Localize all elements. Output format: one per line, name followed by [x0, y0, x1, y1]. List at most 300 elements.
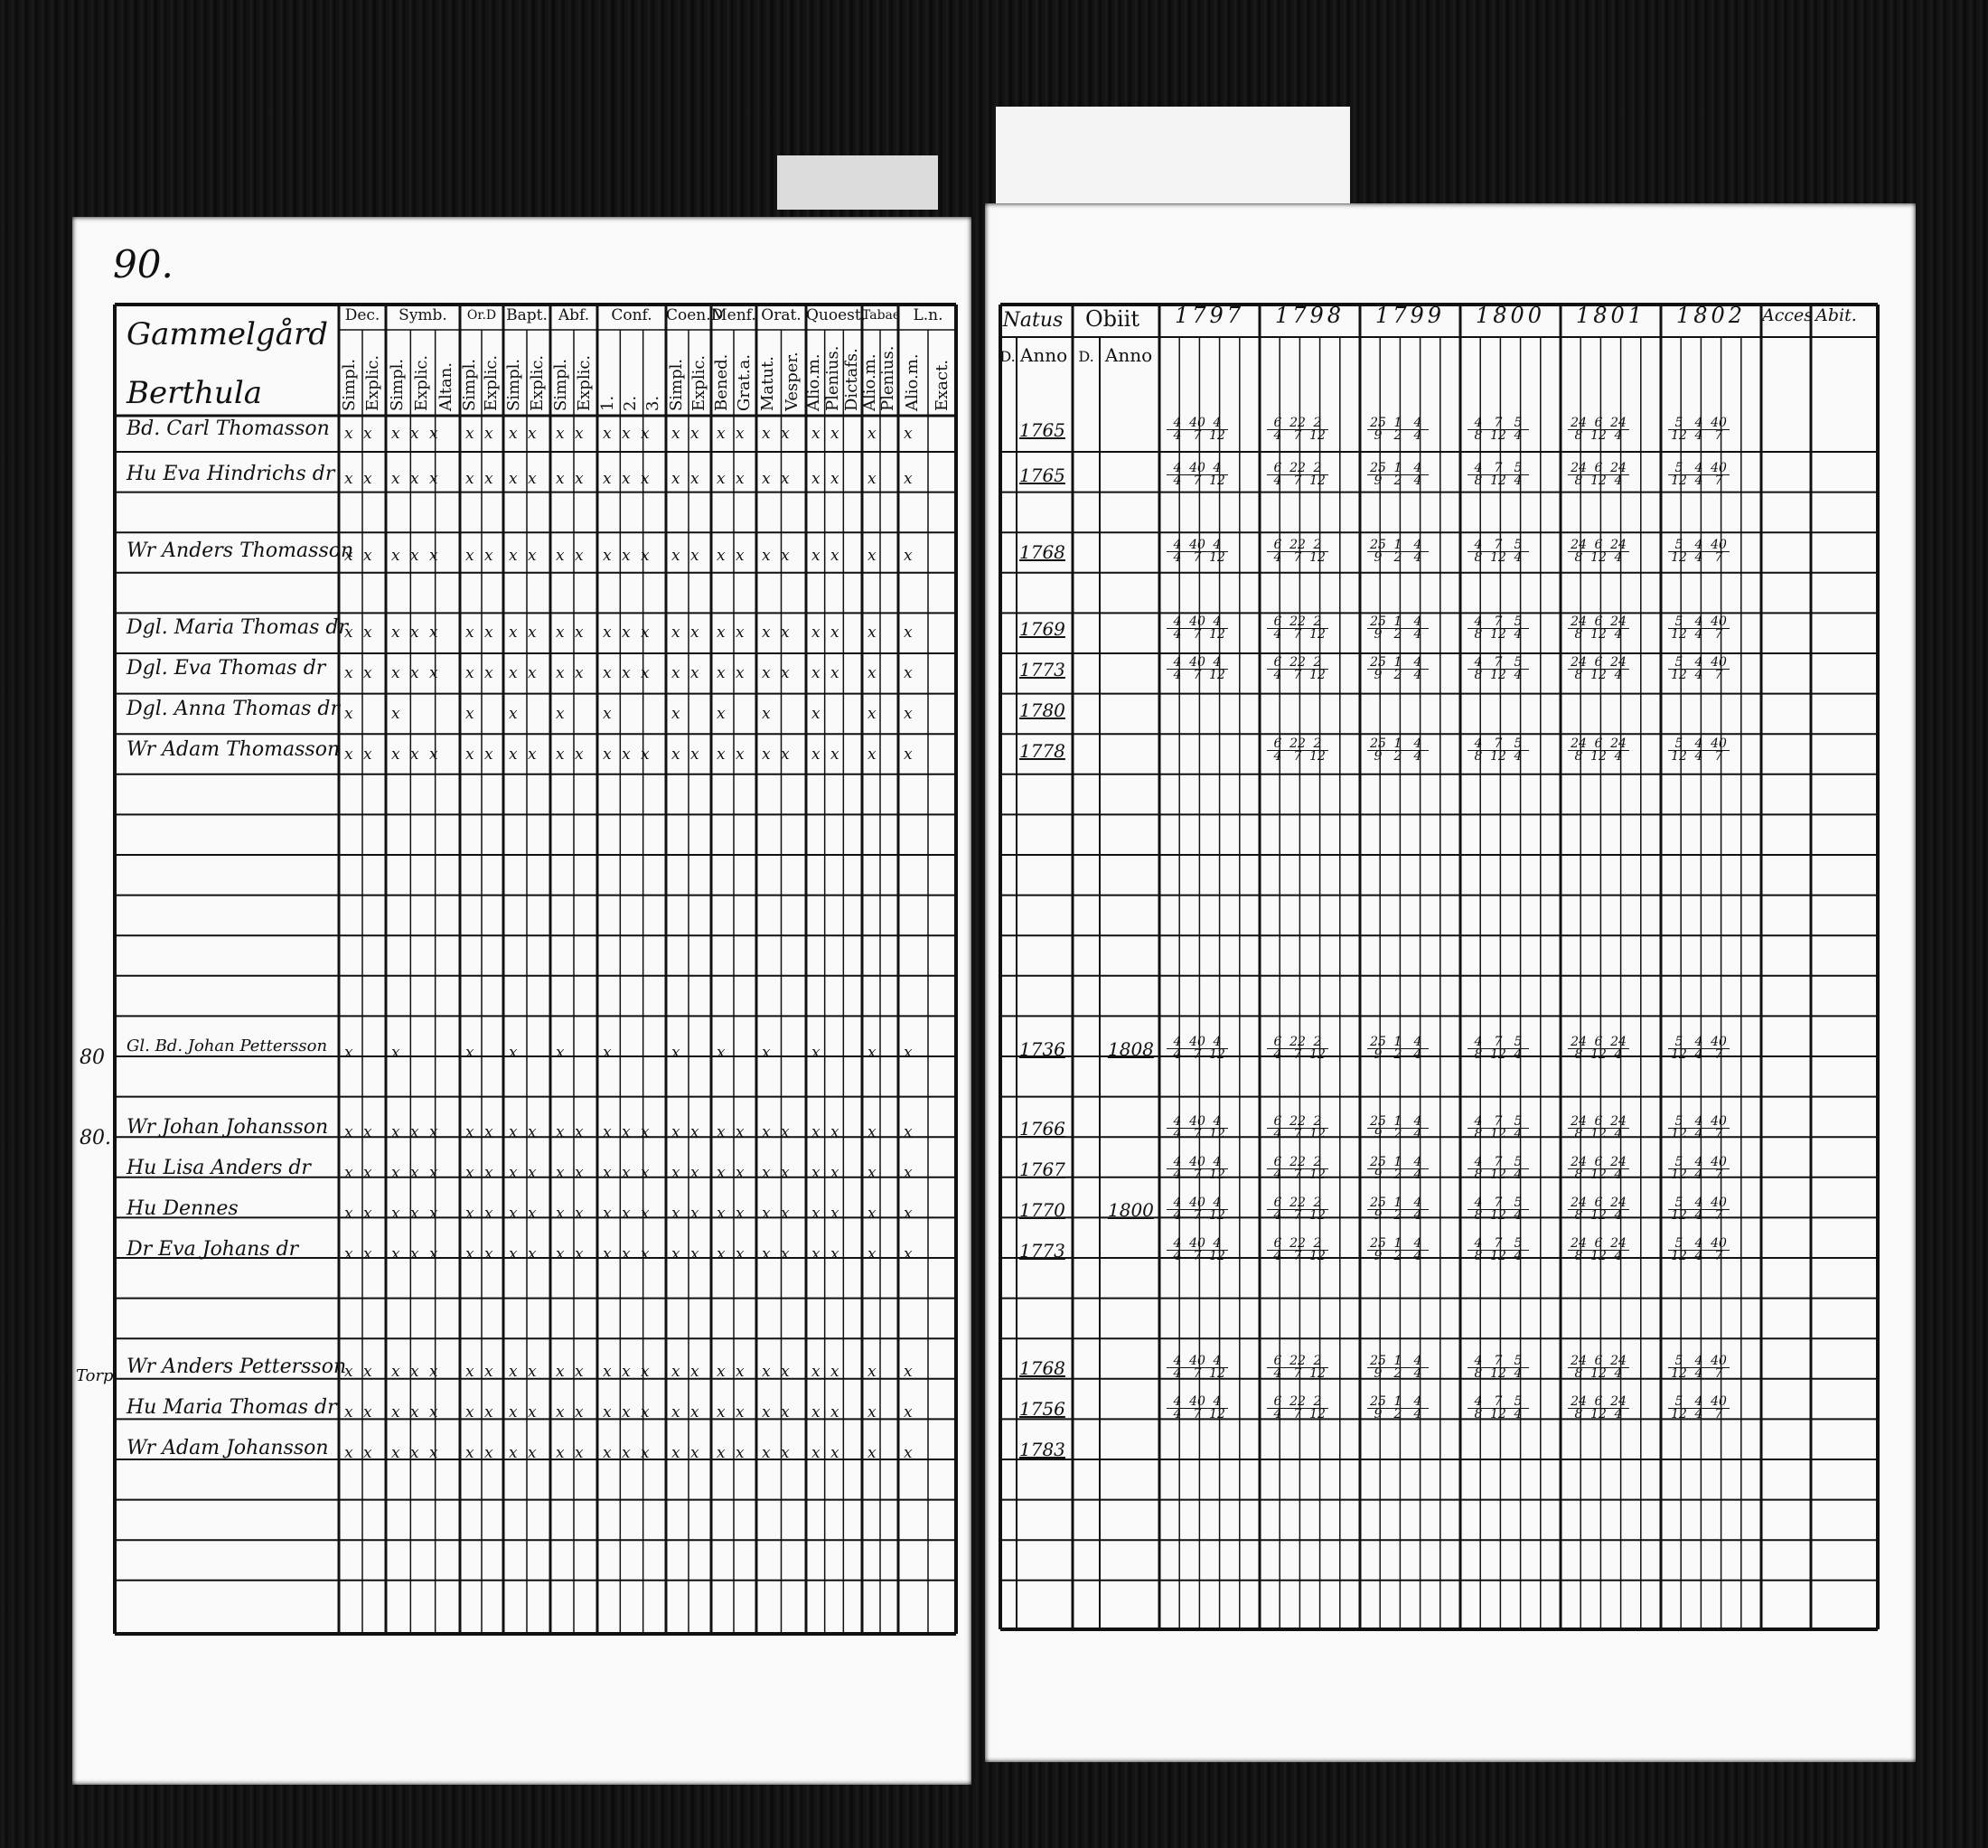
score-fraction: $\frac{5}{4}$ [1507, 463, 1529, 487]
header-natus: Natus [1002, 309, 1064, 332]
attendance-mark: x [904, 425, 915, 443]
attendance-mark: x [603, 1044, 614, 1062]
left-sub-header: Grat.a. [734, 353, 754, 411]
score-fraction: $\frac{4}{4}$ [1167, 417, 1188, 442]
score-fraction: $\frac{4}{12}$ [1206, 616, 1228, 641]
score-fraction: $\frac{6}{4}$ [1267, 1116, 1289, 1140]
score-fraction: $\frac{4}{12}$ [1206, 1396, 1228, 1421]
score-fraction: $\frac{24}{8}$ [1568, 539, 1589, 564]
attendance-mark: x [904, 1444, 915, 1462]
birth-year: 1768 [1019, 1357, 1065, 1379]
score-fraction: $\frac{40}{7}$ [1708, 539, 1730, 564]
score-fraction: $\frac{6}{12}$ [1588, 616, 1609, 641]
left-grid-lines [113, 303, 958, 1636]
score-fraction: $\frac{7}{12}$ [1487, 738, 1509, 763]
attendance-mark: x [904, 1363, 915, 1381]
attendance-mark: x [465, 705, 477, 723]
header-acces: Acces [1762, 305, 1813, 325]
score-fraction: $\frac{4}{4}$ [1167, 1197, 1188, 1222]
score-fraction: $\frac{7}{12}$ [1487, 539, 1509, 564]
left-group-header: Quoest. [806, 306, 867, 324]
score-fraction: $\frac{2}{12}$ [1307, 1116, 1328, 1140]
attendance-mark: x x [465, 1444, 496, 1462]
left-sub-header: Alio.m. [804, 353, 824, 411]
score-fraction: $\frac{25}{9}$ [1367, 657, 1389, 681]
attendance-mark: x x [509, 1164, 539, 1182]
attendance-mark: x x [344, 1245, 375, 1263]
attendance-mark: x [344, 705, 356, 723]
attendance-mark: x x x [603, 746, 652, 764]
birth-year: 1769 [1019, 618, 1065, 640]
score-fraction: $\frac{4}{12}$ [1206, 657, 1228, 681]
score-fraction: $\frac{6}{4}$ [1267, 1356, 1289, 1380]
attendance-mark: x x x [603, 624, 652, 642]
attendance-mark: x x [762, 425, 792, 443]
header-d-obiit: D. [1078, 348, 1094, 365]
attendance-mark: x x [344, 664, 375, 682]
score-fraction: $\frac{7}{12}$ [1487, 616, 1509, 641]
birth-year: 1773 [1019, 1240, 1065, 1262]
attendance-mark: x [811, 705, 823, 723]
attendance-mark: x [904, 470, 915, 488]
place-name-line2: Berthula [127, 375, 262, 411]
score-fraction: $\frac{40}{7}$ [1708, 1238, 1730, 1262]
attendance-mark: x x [671, 547, 702, 565]
score-fraction: $\frac{6}{12}$ [1588, 463, 1609, 487]
attendance-mark: x [556, 1044, 567, 1062]
left-sub-header: Plenius. [823, 345, 842, 411]
left-sub-header: Explic. [412, 354, 431, 411]
attendance-mark: x [904, 664, 915, 682]
person-name: Dgl. Eva Thomas dr [127, 657, 326, 680]
attendance-mark: x x [762, 1403, 792, 1421]
score-fraction: $\frac{24}{8}$ [1568, 657, 1589, 681]
attendance-mark: x [904, 547, 915, 565]
score-fraction: $\frac{24}{8}$ [1568, 1356, 1589, 1380]
attendance-mark: x x x [391, 425, 441, 443]
attendance-mark: x x [465, 425, 496, 443]
left-group-header: Menf. [711, 306, 756, 324]
score-fraction: $\frac{5}{4}$ [1507, 539, 1529, 564]
person-name: Wr Johan Johansson [127, 1116, 329, 1139]
attendance-mark: x [904, 624, 915, 642]
score-fraction: $\frac{24}{8}$ [1568, 1157, 1589, 1181]
left-sub-header: Bened. [711, 353, 731, 411]
year-header: 1801 [1575, 303, 1646, 328]
attendance-mark: x x [811, 547, 842, 565]
score-fraction: $\frac{1}{2}$ [1387, 1116, 1409, 1140]
attendance-mark: x x x [391, 746, 441, 764]
score-fraction: $\frac{24}{4}$ [1608, 417, 1629, 442]
score-fraction: $\frac{4}{8}$ [1468, 1157, 1489, 1181]
attendance-mark: x [867, 1363, 879, 1381]
attendance-mark: x x [465, 1363, 496, 1381]
score-fraction: $\frac{5}{4}$ [1507, 1396, 1529, 1421]
person-name: Hu Maria Thomas dr [127, 1396, 337, 1419]
birth-year: 1780 [1019, 699, 1065, 721]
attendance-mark: x x [762, 1205, 792, 1223]
score-fraction: $\frac{4}{4}$ [1167, 1157, 1188, 1181]
attendance-mark: x x [556, 624, 586, 642]
score-fraction: $\frac{4}{12}$ [1206, 1037, 1228, 1061]
score-fraction: $\frac{4}{8}$ [1468, 1037, 1489, 1061]
score-fraction: $\frac{4}{4}$ [1407, 738, 1429, 763]
score-fraction: $\frac{7}{12}$ [1487, 1238, 1509, 1262]
score-fraction: $\frac{40}{7}$ [1186, 1197, 1208, 1222]
score-fraction: $\frac{1}{2}$ [1387, 1037, 1409, 1061]
left-sub-header: Simpl. [460, 358, 479, 411]
attendance-mark: x x [671, 1164, 702, 1182]
score-fraction: $\frac{5}{12}$ [1668, 463, 1690, 487]
score-fraction: $\frac{6}{4}$ [1267, 1157, 1289, 1181]
attendance-mark: x x [717, 547, 747, 565]
score-fraction: $\frac{40}{7}$ [1186, 1157, 1208, 1181]
score-fraction: $\frac{4}{4}$ [1167, 1238, 1188, 1262]
attendance-mark: x [904, 705, 915, 723]
attendance-mark: x x [717, 1205, 747, 1223]
attendance-mark: x x [717, 1403, 747, 1421]
attendance-mark: x x x [603, 1123, 652, 1141]
score-fraction: $\frac{4}{12}$ [1206, 1116, 1228, 1140]
score-fraction: $\frac{22}{7}$ [1287, 539, 1308, 564]
attendance-mark: x x [556, 1205, 586, 1223]
attendance-mark: x [904, 1044, 915, 1062]
score-fraction: $\frac{5}{12}$ [1668, 1396, 1690, 1421]
attendance-mark: x x [811, 1164, 842, 1182]
score-fraction: $\frac{40}{7}$ [1708, 463, 1730, 487]
attendance-mark: x [867, 470, 879, 488]
left-group-header: Abf. [558, 306, 590, 324]
attendance-mark: x x [344, 1164, 375, 1182]
birth-year: 1778 [1019, 740, 1065, 762]
attendance-mark: x x [344, 624, 375, 642]
attendance-mark: x [603, 705, 614, 723]
score-fraction: $\frac{4}{4}$ [1688, 1238, 1710, 1262]
attendance-mark: x [867, 425, 879, 443]
score-fraction: $\frac{4}{4}$ [1407, 1116, 1429, 1140]
score-fraction: $\frac{24}{8}$ [1568, 738, 1589, 763]
score-fraction: $\frac{2}{12}$ [1307, 1197, 1328, 1222]
attendance-mark: x [867, 1403, 879, 1421]
left-group-header: Dec. [344, 306, 380, 324]
score-fraction: $\frac{24}{4}$ [1608, 463, 1629, 487]
score-fraction: $\frac{24}{4}$ [1608, 1238, 1629, 1262]
left-sub-header: Explic. [575, 354, 594, 411]
score-fraction: $\frac{4}{8}$ [1468, 539, 1489, 564]
attendance-mark: x x [762, 1164, 792, 1182]
attendance-mark: x x [762, 547, 792, 565]
score-fraction: $\frac{25}{9}$ [1367, 1197, 1389, 1222]
attendance-mark: x x [671, 746, 702, 764]
score-fraction: $\frac{4}{8}$ [1468, 1396, 1489, 1421]
score-fraction: $\frac{2}{12}$ [1307, 539, 1328, 564]
attendance-mark: x x [344, 470, 375, 488]
left-register-table [113, 303, 958, 1636]
attendance-mark: x [867, 746, 879, 764]
person-name: Dr Eva Johans dr [127, 1238, 299, 1261]
attendance-mark: x [904, 746, 915, 764]
attendance-mark: x [867, 547, 879, 565]
score-fraction: $\frac{4}{4}$ [1688, 417, 1710, 442]
score-fraction: $\frac{2}{12}$ [1307, 616, 1328, 641]
attendance-mark: x x [465, 470, 496, 488]
score-fraction: $\frac{40}{7}$ [1708, 1197, 1730, 1222]
score-fraction: $\frac{5}{4}$ [1507, 1197, 1529, 1222]
score-fraction: $\frac{22}{7}$ [1287, 417, 1308, 442]
score-fraction: $\frac{6}{12}$ [1588, 738, 1609, 763]
attendance-mark: x x [509, 1403, 539, 1421]
attendance-mark: x [509, 1044, 520, 1062]
score-fraction: $\frac{25}{9}$ [1367, 417, 1389, 442]
score-fraction: $\frac{4}{12}$ [1206, 1238, 1228, 1262]
attendance-mark: x x [671, 1444, 702, 1462]
score-fraction: $\frac{7}{12}$ [1487, 1116, 1509, 1140]
score-fraction: $\frac{7}{12}$ [1487, 1356, 1509, 1380]
attendance-mark: x [762, 705, 774, 723]
attendance-mark: x x [509, 1205, 539, 1223]
attendance-mark: x x [811, 470, 842, 488]
score-fraction: $\frac{1}{2}$ [1387, 1197, 1409, 1222]
attendance-mark: x x [717, 664, 747, 682]
score-fraction: $\frac{4}{4}$ [1688, 1116, 1710, 1140]
attendance-mark: x x x [391, 1205, 441, 1223]
person-name: Wr Anders Pettersson [127, 1356, 347, 1378]
left-group-header: Conf. [611, 306, 652, 324]
score-fraction: $\frac{2}{12}$ [1307, 1238, 1328, 1262]
score-fraction: $\frac{25}{9}$ [1367, 1238, 1389, 1262]
score-fraction: $\frac{4}{4}$ [1167, 539, 1188, 564]
attendance-mark: x x [811, 425, 842, 443]
attendance-mark: x x [509, 1245, 539, 1263]
score-fraction: $\frac{1}{2}$ [1387, 657, 1409, 681]
attendance-mark: x x [762, 746, 792, 764]
score-fraction: $\frac{24}{4}$ [1608, 657, 1629, 681]
attendance-mark: x x [717, 746, 747, 764]
attendance-mark: x x [717, 1123, 747, 1141]
score-fraction: $\frac{5}{12}$ [1668, 1356, 1690, 1380]
left-sub-header: Simpl. [387, 358, 407, 411]
attendance-mark: x [904, 1164, 915, 1182]
score-fraction: $\frac{24}{4}$ [1608, 1356, 1629, 1380]
score-fraction: $\frac{24}{4}$ [1608, 738, 1629, 763]
score-fraction: $\frac{2}{12}$ [1307, 463, 1328, 487]
score-fraction: $\frac{7}{12}$ [1487, 1197, 1509, 1222]
attendance-mark: x x [671, 1403, 702, 1421]
left-sub-header: Matut. [757, 356, 777, 411]
attendance-mark: x x [811, 746, 842, 764]
score-fraction: $\frac{6}{12}$ [1588, 1116, 1609, 1140]
left-sub-header: Exact. [932, 359, 952, 411]
score-fraction: $\frac{6}{4}$ [1267, 1037, 1289, 1061]
score-fraction: $\frac{4}{8}$ [1468, 738, 1489, 763]
score-fraction: $\frac{4}{8}$ [1468, 1116, 1489, 1140]
score-fraction: $\frac{1}{2}$ [1387, 1157, 1409, 1181]
score-fraction: $\frac{4}{4}$ [1167, 1037, 1188, 1061]
left-group-header: Coen.D [666, 306, 724, 324]
attendance-mark: x [391, 705, 403, 723]
score-fraction: $\frac{4}{4}$ [1407, 539, 1429, 564]
header-d-natus: D. [999, 348, 1016, 365]
score-fraction: $\frac{40}{7}$ [1708, 1356, 1730, 1380]
score-fraction: $\frac{40}{7}$ [1186, 539, 1208, 564]
attendance-mark: x [811, 1044, 823, 1062]
birth-year: 1766 [1019, 1118, 1065, 1140]
score-fraction: $\frac{4}{4}$ [1688, 616, 1710, 641]
attendance-mark: x x [671, 624, 702, 642]
attendance-mark: x x [556, 1245, 586, 1263]
header-obiit: Obiit [1084, 306, 1140, 332]
score-fraction: $\frac{4}{8}$ [1468, 1238, 1489, 1262]
attendance-mark: x x [556, 1444, 586, 1462]
score-fraction: $\frac{24}{8}$ [1568, 463, 1589, 487]
score-fraction: $\frac{22}{7}$ [1287, 616, 1308, 641]
attendance-mark: x x [344, 1363, 375, 1381]
attendance-mark: x x [344, 425, 375, 443]
score-fraction: $\frac{22}{7}$ [1287, 463, 1308, 487]
score-fraction: $\frac{5}{4}$ [1507, 1037, 1529, 1061]
attendance-mark: x x [811, 1363, 842, 1381]
attendance-mark: x x [671, 664, 702, 682]
birth-year: 1767 [1019, 1159, 1065, 1180]
score-fraction: $\frac{2}{12}$ [1307, 417, 1328, 442]
score-fraction: $\frac{25}{9}$ [1367, 738, 1389, 763]
attendance-mark: x x [717, 470, 747, 488]
attendance-mark: x [867, 1123, 879, 1141]
attendance-mark: x [762, 1044, 774, 1062]
score-fraction: $\frac{4}{4}$ [1167, 657, 1188, 681]
attendance-mark: x x [762, 664, 792, 682]
death-year: 1808 [1108, 1038, 1154, 1060]
score-fraction: $\frac{5}{12}$ [1668, 657, 1690, 681]
birth-year: 1756 [1019, 1398, 1065, 1420]
score-fraction: $\frac{4}{4}$ [1407, 657, 1429, 681]
score-fraction: $\frac{4}{4}$ [1407, 1396, 1429, 1421]
score-fraction: $\frac{2}{12}$ [1307, 1037, 1328, 1061]
score-fraction: $\frac{6}{4}$ [1267, 1238, 1289, 1262]
attendance-mark: x x [556, 746, 586, 764]
person-name: Bd. Carl Thomasson [127, 417, 330, 440]
attendance-mark: x x [671, 470, 702, 488]
attendance-mark: x x x [603, 547, 652, 565]
death-year: 1800 [1108, 1199, 1154, 1221]
score-fraction: $\frac{5}{4}$ [1507, 1238, 1529, 1262]
attendance-mark: x x [509, 547, 539, 565]
attendance-mark: x x [509, 664, 539, 682]
score-fraction: $\frac{5}{12}$ [1668, 417, 1690, 442]
score-fraction: $\frac{22}{7}$ [1287, 738, 1308, 763]
attendance-mark: x x [556, 664, 586, 682]
attendance-mark: x x [465, 746, 496, 764]
score-fraction: $\frac{40}{7}$ [1186, 463, 1208, 487]
score-fraction: $\frac{5}{4}$ [1507, 417, 1529, 442]
attendance-mark: x x x [603, 1164, 652, 1182]
score-fraction: $\frac{40}{7}$ [1186, 1116, 1208, 1140]
attendance-mark: x x [811, 1403, 842, 1421]
person-name: Wr Anders Thomasson [127, 539, 354, 562]
attendance-mark: x x x [391, 1123, 441, 1141]
score-fraction: $\frac{22}{7}$ [1287, 1197, 1308, 1222]
attendance-mark: x x [556, 1164, 586, 1182]
attendance-mark: x x x [603, 1444, 652, 1462]
score-fraction: $\frac{40}{7}$ [1708, 1157, 1730, 1181]
score-fraction: $\frac{6}{4}$ [1267, 539, 1289, 564]
year-header: 1802 [1675, 303, 1747, 328]
score-fraction: $\frac{4}{4}$ [1688, 1197, 1710, 1222]
score-fraction: $\frac{1}{2}$ [1387, 1356, 1409, 1380]
score-fraction: $\frac{5}{12}$ [1668, 1197, 1690, 1222]
score-fraction: $\frac{6}{4}$ [1267, 657, 1289, 681]
attendance-mark: x x [671, 1245, 702, 1263]
score-fraction: $\frac{4}{4}$ [1407, 417, 1429, 442]
attendance-mark: x x x [391, 1363, 441, 1381]
score-fraction: $\frac{5}{4}$ [1507, 1356, 1529, 1380]
left-sub-header: Alio.m. [860, 353, 879, 411]
attendance-mark: x x x [603, 1403, 652, 1421]
score-fraction: $\frac{4}{4}$ [1407, 1037, 1429, 1061]
score-fraction: $\frac{24}{8}$ [1568, 1197, 1589, 1222]
header-abit: Abit. [1815, 305, 1857, 325]
attendance-mark: x x [671, 1123, 702, 1141]
margin-note-1: 80 [80, 1046, 105, 1069]
score-fraction: $\frac{7}{12}$ [1487, 1157, 1509, 1181]
birth-year: 1768 [1019, 541, 1065, 563]
score-fraction: $\frac{25}{9}$ [1367, 616, 1389, 641]
attendance-mark: x x [465, 664, 496, 682]
attendance-mark: x x [556, 1403, 586, 1421]
score-fraction: $\frac{24}{4}$ [1608, 1116, 1629, 1140]
score-fraction: $\frac{5}{12}$ [1668, 1116, 1690, 1140]
score-fraction: $\frac{25}{9}$ [1367, 1037, 1389, 1061]
score-fraction: $\frac{4}{4}$ [1688, 539, 1710, 564]
attendance-mark: x x [762, 1123, 792, 1141]
score-fraction: $\frac{4}{12}$ [1206, 417, 1228, 442]
score-fraction: $\frac{40}{7}$ [1708, 738, 1730, 763]
score-fraction: $\frac{22}{7}$ [1287, 1396, 1308, 1421]
attendance-mark: x x [509, 1444, 539, 1462]
score-fraction: $\frac{4}{4}$ [1688, 1157, 1710, 1181]
attendance-mark: x [391, 1044, 403, 1062]
score-fraction: $\frac{40}{7}$ [1186, 657, 1208, 681]
attendance-mark: x x x [391, 1403, 441, 1421]
score-fraction: $\frac{6}{12}$ [1588, 657, 1609, 681]
tab-marker-right [996, 107, 1350, 204]
attendance-mark: x x [762, 1363, 792, 1381]
attendance-mark: x x [344, 1444, 375, 1462]
score-fraction: $\frac{7}{12}$ [1487, 1396, 1509, 1421]
attendance-mark: x x x [391, 624, 441, 642]
attendance-mark: x [867, 1444, 879, 1462]
person-name: Dgl. Anna Thomas dr [127, 698, 341, 720]
attendance-mark: x [671, 705, 683, 723]
score-fraction: $\frac{4}{4}$ [1407, 463, 1429, 487]
left-sub-header: Simpl. [666, 358, 686, 411]
attendance-mark: x x x [391, 664, 441, 682]
left-sub-header: Simpl. [504, 358, 523, 411]
score-fraction: $\frac{4}{4}$ [1688, 657, 1710, 681]
score-fraction: $\frac{24}{4}$ [1608, 616, 1629, 641]
left-sub-header: 3. [643, 395, 663, 411]
attendance-mark: x x x [603, 664, 652, 682]
left-sub-header: Alio.m. [902, 353, 922, 411]
score-fraction: $\frac{25}{9}$ [1367, 463, 1389, 487]
score-fraction: $\frac{22}{7}$ [1287, 1116, 1308, 1140]
score-fraction: $\frac{6}{12}$ [1588, 539, 1609, 564]
left-group-header: Or.D [466, 308, 497, 323]
attendance-mark: x [867, 1164, 879, 1182]
score-fraction: $\frac{40}{7}$ [1186, 1037, 1208, 1061]
margin-note-3: Torp [76, 1366, 114, 1385]
attendance-mark: x x x [603, 1245, 652, 1263]
